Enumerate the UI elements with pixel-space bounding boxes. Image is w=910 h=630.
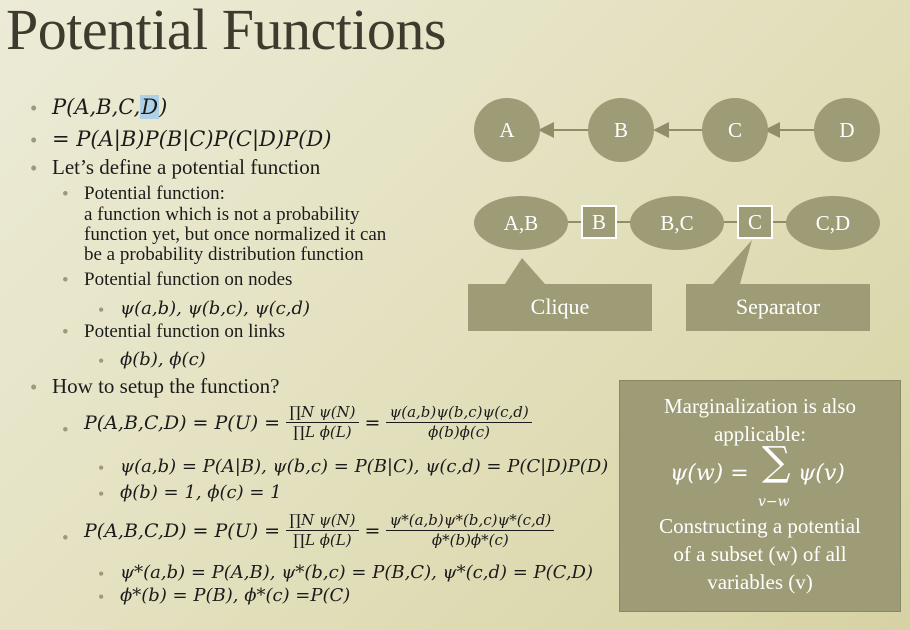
clique-node-bc: B,C bbox=[630, 196, 724, 250]
separator-node-b: B bbox=[581, 205, 617, 239]
eq1-f1-denominator: ∏L ϕ(L) bbox=[293, 423, 352, 441]
bullet-dot: • bbox=[62, 420, 69, 441]
potential-function-heading: Potential function: bbox=[84, 183, 225, 204]
bullet-dot: • bbox=[30, 96, 38, 120]
bullet-dot: • bbox=[62, 270, 69, 291]
bullet-factorization: = P(A|B)P(B|C)P(C|D)P(D) bbox=[52, 127, 332, 151]
eq1-f2-denominator: ϕ(b)ϕ(c) bbox=[428, 423, 491, 441]
separator-callout-label: Separator bbox=[735, 294, 821, 319]
clique-callout-label: Clique bbox=[530, 294, 590, 319]
separator-node-c: C bbox=[737, 205, 773, 239]
marginal-line-3: Constructing a potential bbox=[659, 514, 861, 538]
bullet-define-potential: Let’s define a potential function bbox=[52, 155, 321, 179]
eq2-substitution-2: ϕ*(b) = P(B), ϕ*(c) =P(C) bbox=[120, 585, 351, 606]
marginal-line-1: Marginalization is also bbox=[663, 394, 857, 418]
eq2-lhs: P(A,B,C,D) = P(U) = bbox=[84, 519, 281, 542]
bullet-dot: • bbox=[62, 184, 69, 205]
bullet-dot: • bbox=[98, 351, 105, 371]
eq2-f2-denominator: ϕ*(b)ϕ*(c) bbox=[431, 531, 509, 549]
bullet-dot: • bbox=[98, 300, 105, 320]
link-potentials: ϕ(b), ϕ(c) bbox=[120, 349, 206, 370]
sum-symbol: ∑ bbox=[762, 439, 791, 485]
definition-line: function yet, but once normalized it can bbox=[84, 224, 387, 245]
eq2-substitution-1: ψ*(a,b) = P(A,B), ψ*(b,c) = P(B,C), ψ*(c,d) = P(C,D) bbox=[120, 562, 593, 583]
slide-title: Potential Functions bbox=[6, 0, 446, 62]
joint-prob-close: ) bbox=[159, 95, 168, 119]
bullet-dot: • bbox=[30, 375, 38, 399]
bullet-dot: • bbox=[62, 322, 69, 343]
eq2-f1-denominator: ∏L ϕ(L) bbox=[293, 531, 352, 549]
highlighted-d: D bbox=[141, 95, 159, 119]
bullet-dot: • bbox=[30, 156, 38, 180]
bullet-dot: • bbox=[98, 564, 105, 584]
bullet-dot: • bbox=[30, 128, 38, 152]
definition-line: a function which is not a probability bbox=[84, 204, 360, 225]
node-b: B bbox=[588, 98, 654, 162]
marginalization-box bbox=[619, 380, 901, 612]
bullet-dot: • bbox=[98, 587, 105, 607]
clique-node-ab: A,B bbox=[474, 196, 568, 250]
marginal-line-2: applicable: bbox=[713, 422, 807, 446]
eq1-equals: = bbox=[364, 411, 381, 434]
marginal-eq-rhs: ψ(v) bbox=[798, 461, 845, 486]
marginal-eq-lhs: ψ(w) = bbox=[670, 461, 749, 486]
eq1-substitution-1: ψ(a,b) = P(A|B), ψ(b,c) = P(B|C), ψ(c,d) = P(C|D)P(D) bbox=[120, 456, 609, 477]
joint-prob-text: P(A,B,C, bbox=[52, 95, 141, 119]
bullet-setup: How to setup the function? bbox=[52, 374, 280, 398]
eq1-substitution-2: ϕ(b) = 1, ϕ(c) = 1 bbox=[120, 482, 282, 503]
marginal-line-4: of a subset (w) of all bbox=[673, 542, 847, 566]
eq2-f2-numerator: ψ*(a,b)ψ*(b,c)ψ*(c,d) bbox=[386, 512, 554, 531]
eq2-f1-numerator: ∏N ψ(N) bbox=[286, 512, 358, 531]
potential-on-links: Potential function on links bbox=[84, 321, 286, 342]
definition-line: be a probability distribution function bbox=[84, 244, 364, 265]
eq2-equals: = bbox=[364, 519, 381, 542]
node-d: D bbox=[814, 98, 880, 162]
node-potentials: ψ(a,b), ψ(b,c), ψ(c,d) bbox=[120, 298, 310, 319]
node-a: A bbox=[474, 98, 540, 162]
sum-subscript: v−w bbox=[758, 494, 790, 510]
bullet-dot: • bbox=[98, 484, 105, 504]
eq1-f2-numerator: ψ(a,b)ψ(b,c)ψ(c,d) bbox=[386, 404, 531, 423]
eq1-lhs: P(A,B,C,D) = P(U) = bbox=[84, 411, 281, 434]
potential-on-nodes: Potential function on nodes bbox=[84, 269, 293, 290]
marginal-equation bbox=[620, 439, 900, 512]
marginal-line-5: variables (v) bbox=[707, 570, 813, 594]
bullet-dot: • bbox=[62, 528, 69, 549]
eq1-f1-numerator: ∏N ψ(N) bbox=[286, 404, 358, 423]
node-c: C bbox=[702, 98, 768, 162]
bullet-dot: • bbox=[98, 458, 105, 478]
clique-node-cd: C,D bbox=[786, 196, 880, 250]
